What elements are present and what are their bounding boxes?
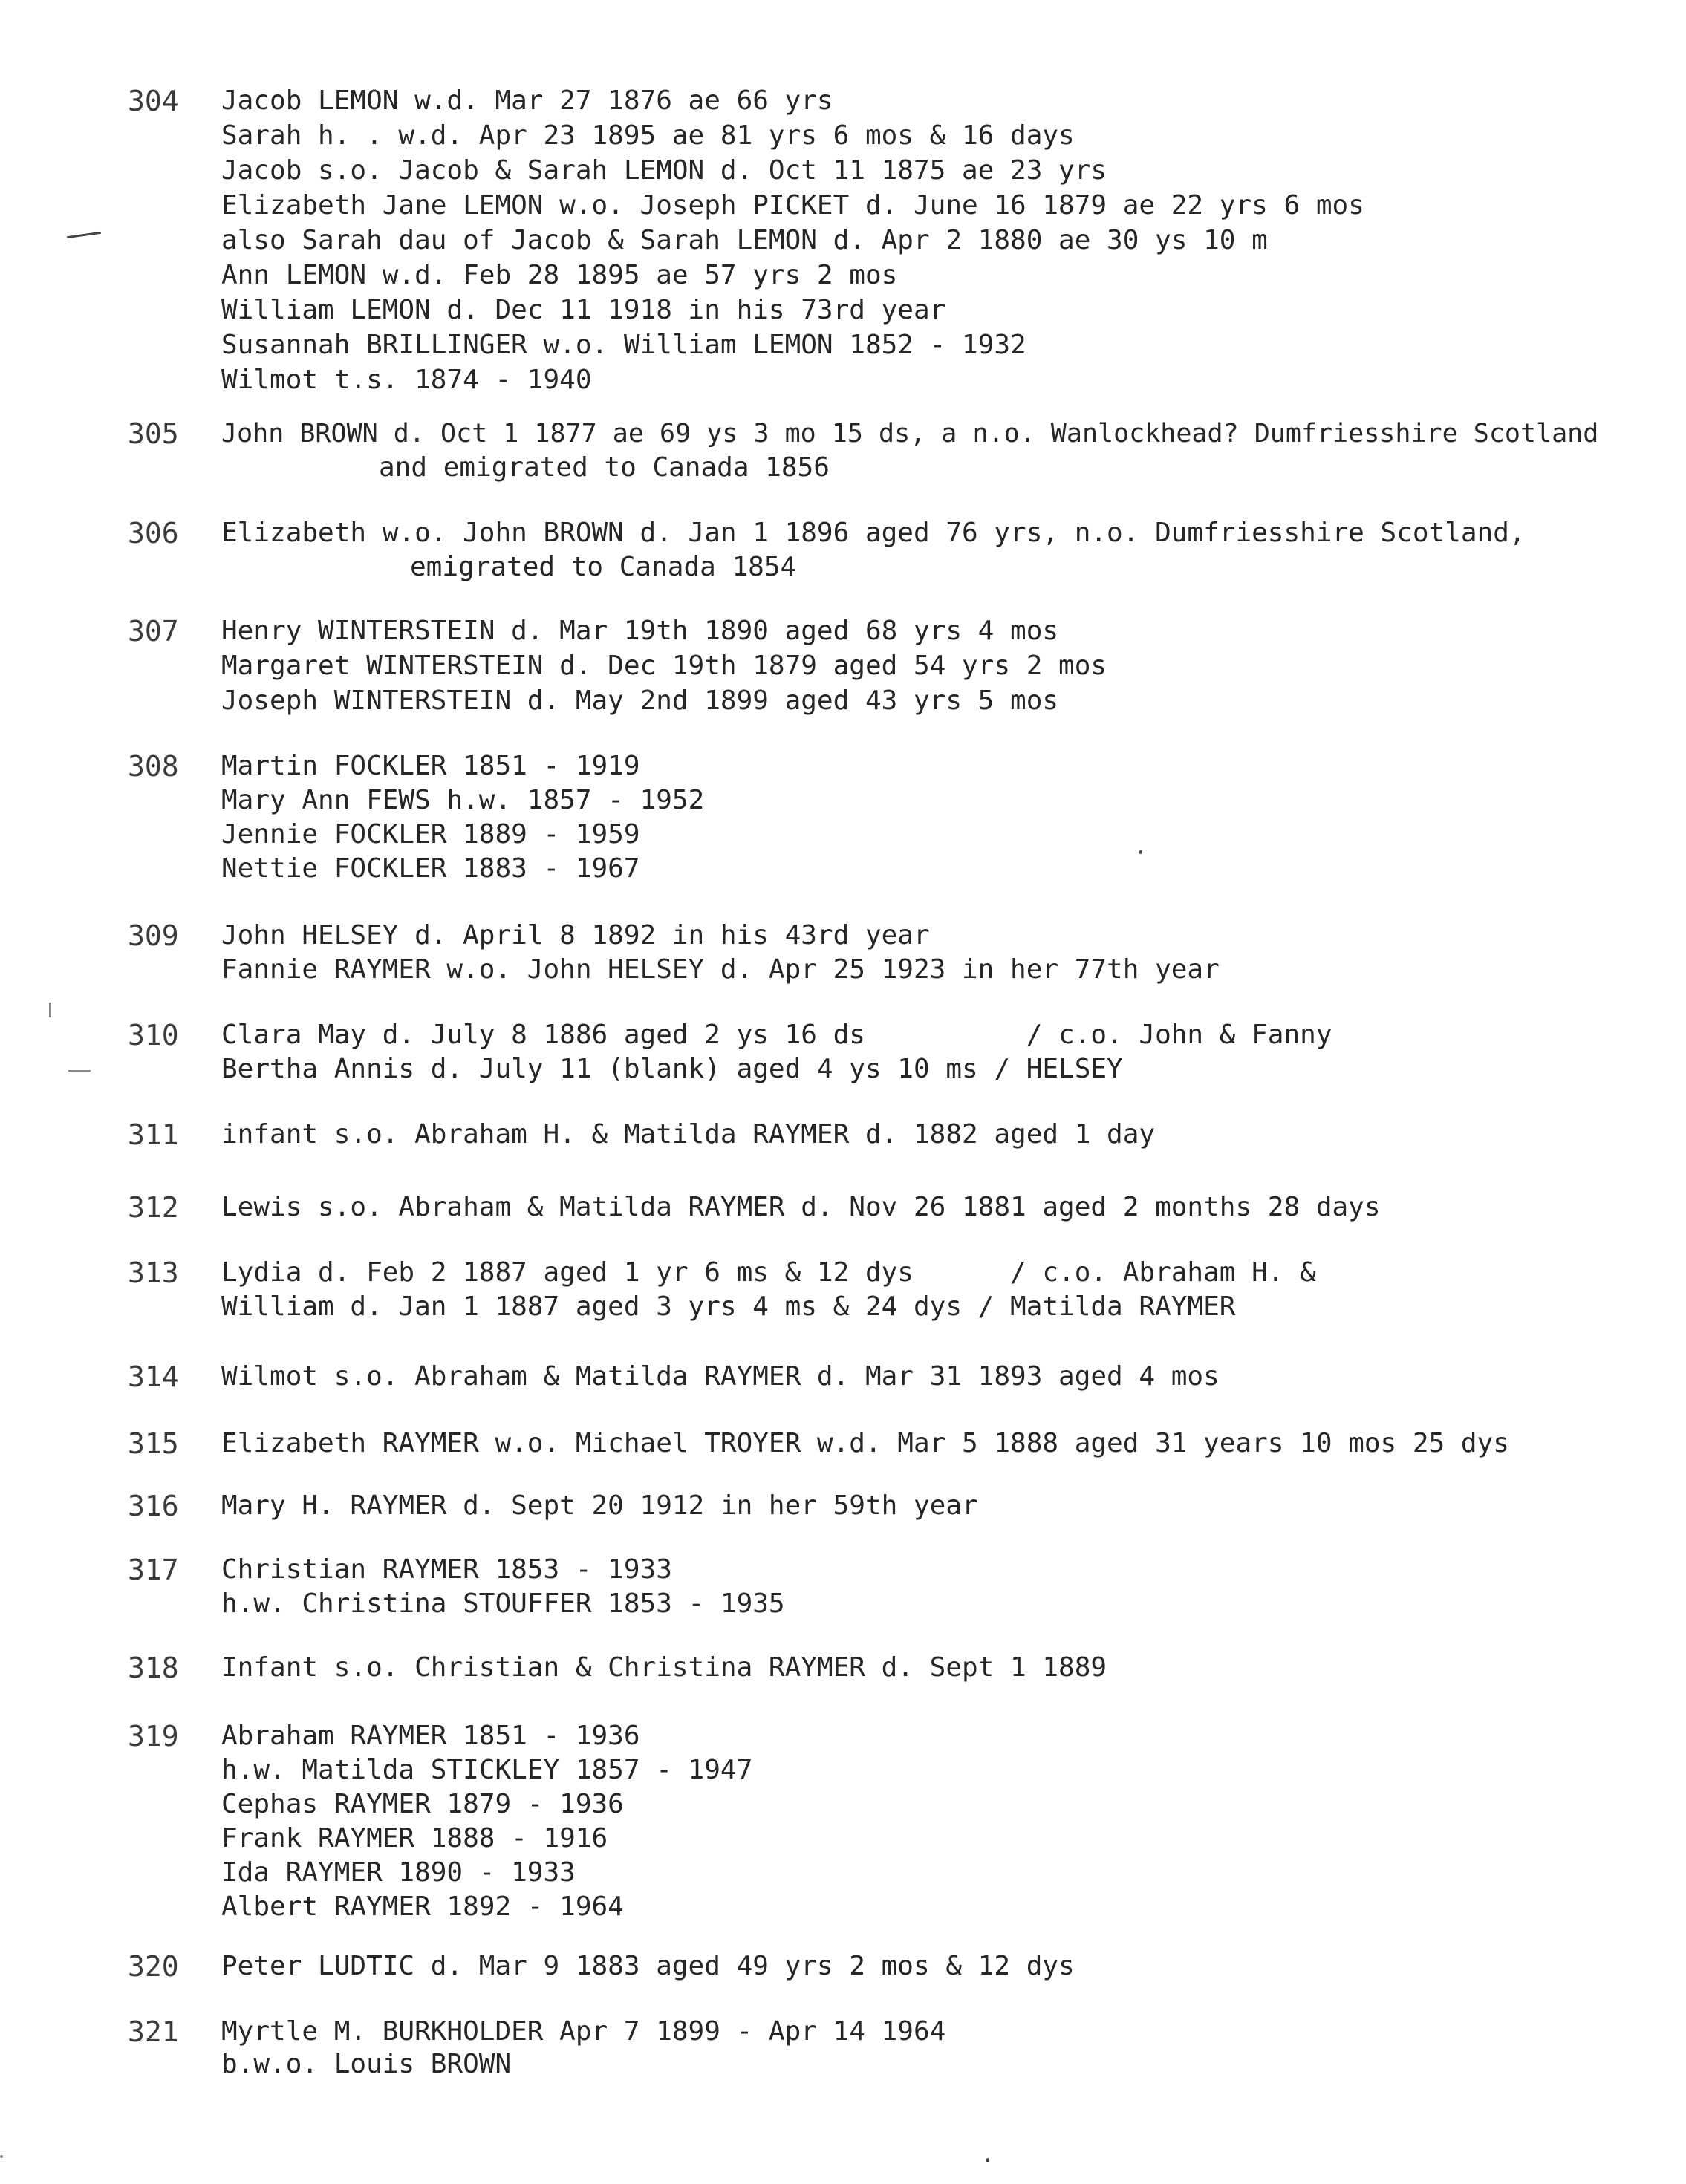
page-speck bbox=[986, 2158, 989, 2162]
entry-line: Joseph WINTERSTEIN d. May 2nd 1899 aged 43 yrs 5 mos bbox=[221, 685, 1059, 716]
entry-line: Lydia d. Feb 2 1887 aged 1 yr 6 ms & 12 dys / c.o. Abraham H. & bbox=[221, 1257, 1316, 1288]
entry-line: Sarah h. . w.d. Apr 23 1895 ae 81 yrs 6 mos & 16 days bbox=[221, 120, 1075, 151]
margin-tick-mark bbox=[67, 232, 101, 238]
entry-line: Infant s.o. Christian & Christina RAYMER d. Sept 1 1889 bbox=[221, 1652, 1107, 1683]
entry-line: William LEMON d. Dec 11 1918 in his 73rd year bbox=[221, 295, 946, 325]
page-speck bbox=[1139, 850, 1142, 854]
entry-line: John BROWN d. Oct 1 1877 ae 69 ys 3 mo 15 ds, a n.o. Wanlockhead? Dumfriesshire Scotland bbox=[221, 419, 1599, 449]
entry-line: emigrated to Canada 1854 bbox=[410, 552, 797, 582]
entry-number: 315 bbox=[128, 1427, 179, 1460]
entry-line: Elizabeth RAYMER w.o. Michael TROYER w.d. Mar 5 1888 aged 31 years 10 mos 25 dys bbox=[221, 1428, 1509, 1458]
entry-number: 320 bbox=[128, 1950, 179, 1983]
entry-number: 309 bbox=[128, 919, 179, 952]
entry-number: 306 bbox=[128, 517, 179, 550]
entry-line: Myrtle M. BURKHOLDER Apr 7 1899 - Apr 14 1964 bbox=[221, 2016, 946, 2047]
entry-line: Bertha Annis d. July 11 (blank) aged 4 ys 10 ms / HELSEY bbox=[221, 1054, 1123, 1084]
margin-tick-mark bbox=[49, 1003, 51, 1017]
entry-line: Jacob LEMON w.d. Mar 27 1876 ae 66 yrs bbox=[221, 85, 833, 116]
entry-line: Fannie RAYMER w.o. John HELSEY d. Apr 25 1923 in her 77th year bbox=[221, 954, 1220, 985]
entry-line: Lewis s.o. Abraham & Matilda RAYMER d. Nov 26 1881 aged 2 months 28 days bbox=[221, 1192, 1381, 1222]
entry-number: 319 bbox=[128, 1720, 179, 1753]
entry-line: John HELSEY d. April 8 1892 in his 43rd year bbox=[221, 920, 930, 951]
entry-line: Martin FOCKLER 1851 - 1919 bbox=[221, 751, 640, 781]
entry-number: 314 bbox=[128, 1360, 179, 1393]
entry-line: Christian RAYMER 1853 - 1933 bbox=[221, 1554, 672, 1585]
entry-line: infant s.o. Abraham H. & Matilda RAYMER d. 1882 aged 1 day bbox=[221, 1119, 1156, 1150]
entry-line: Jacob s.o. Jacob & Sarah LEMON d. Oct 11 1875 ae 23 yrs bbox=[221, 155, 1107, 186]
entry-line: Susannah BRILLINGER w.o. William LEMON 1852 - 1932 bbox=[221, 330, 1026, 360]
entry-line: Clara May d. July 8 1886 aged 2 ys 16 ds / c.o. John & Fanny bbox=[221, 1020, 1332, 1050]
entry-line: b.w.o. Louis BROWN bbox=[221, 2049, 512, 2079]
entry-number: 318 bbox=[128, 1652, 179, 1684]
entry-number: 312 bbox=[128, 1191, 179, 1224]
entry-number: 311 bbox=[128, 1118, 179, 1151]
entry-line: h.w. Christina STOUFFER 1853 - 1935 bbox=[221, 1588, 785, 1619]
page-speck bbox=[0, 2155, 3, 2158]
entry-line: Elizabeth w.o. John BROWN d. Jan 1 1896 aged 76 yrs, n.o. Dumfriesshire Scotland, bbox=[221, 518, 1526, 548]
margin-tick-mark bbox=[68, 1070, 91, 1072]
entry-line: Nettie FOCKLER 1883 - 1967 bbox=[221, 853, 640, 884]
entry-line: Albert RAYMER 1892 - 1964 bbox=[221, 1891, 624, 1922]
entry-line: Ida RAYMER 1890 - 1933 bbox=[221, 1857, 576, 1888]
entry-line: Wilmot s.o. Abraham & Matilda RAYMER d. Mar 31 1893 aged 4 mos bbox=[221, 1361, 1220, 1392]
entry-line: Cephas RAYMER 1879 - 1936 bbox=[221, 1789, 624, 1819]
entry-line: Margaret WINTERSTEIN d. Dec 19th 1879 aged 54 yrs 2 mos bbox=[221, 651, 1107, 681]
entry-number: 317 bbox=[128, 1554, 179, 1586]
entry-line: Ann LEMON w.d. Feb 28 1895 ae 57 yrs 2 mos bbox=[221, 260, 898, 290]
entry-number: 304 bbox=[128, 85, 179, 117]
entry-number: 308 bbox=[128, 750, 179, 783]
entry-line: Wilmot t.s. 1874 - 1940 bbox=[221, 365, 592, 395]
entry-line: Mary H. RAYMER d. Sept 20 1912 in her 59th year bbox=[221, 1490, 978, 1521]
entry-number: 305 bbox=[128, 417, 179, 450]
entry-number: 310 bbox=[128, 1019, 179, 1052]
entry-number: 316 bbox=[128, 1490, 179, 1522]
entry-line: Henry WINTERSTEIN d. Mar 19th 1890 aged 68 yrs 4 mos bbox=[221, 616, 1059, 646]
entry-line: William d. Jan 1 1887 aged 3 yrs 4 ms & 24 dys / Matilda RAYMER bbox=[221, 1291, 1236, 1322]
entry-line: and emigrated to Canada 1856 bbox=[379, 452, 830, 483]
entry-line: Peter LUDTIC d. Mar 9 1883 aged 49 yrs 2 mos & 12 dys bbox=[221, 1951, 1075, 1981]
entry-number: 313 bbox=[128, 1256, 179, 1289]
entry-line: Abraham RAYMER 1851 - 1936 bbox=[221, 1721, 640, 1751]
entry-number: 307 bbox=[128, 615, 179, 648]
entry-line: Mary Ann FEWS h.w. 1857 - 1952 bbox=[221, 785, 705, 815]
entry-line: Elizabeth Jane LEMON w.o. Joseph PICKET d. June 16 1879 ae 22 yrs 6 mos bbox=[221, 190, 1364, 221]
entry-line: also Sarah dau of Jacob & Sarah LEMON d. Apr 2 1880 ae 30 ys 10 m bbox=[221, 225, 1268, 255]
entry-number: 321 bbox=[128, 2015, 179, 2048]
entry-line: Frank RAYMER 1888 - 1916 bbox=[221, 1823, 608, 1854]
entry-line: h.w. Matilda STICKLEY 1857 - 1947 bbox=[221, 1755, 753, 1785]
entry-line: Jennie FOCKLER 1889 - 1959 bbox=[221, 819, 640, 850]
